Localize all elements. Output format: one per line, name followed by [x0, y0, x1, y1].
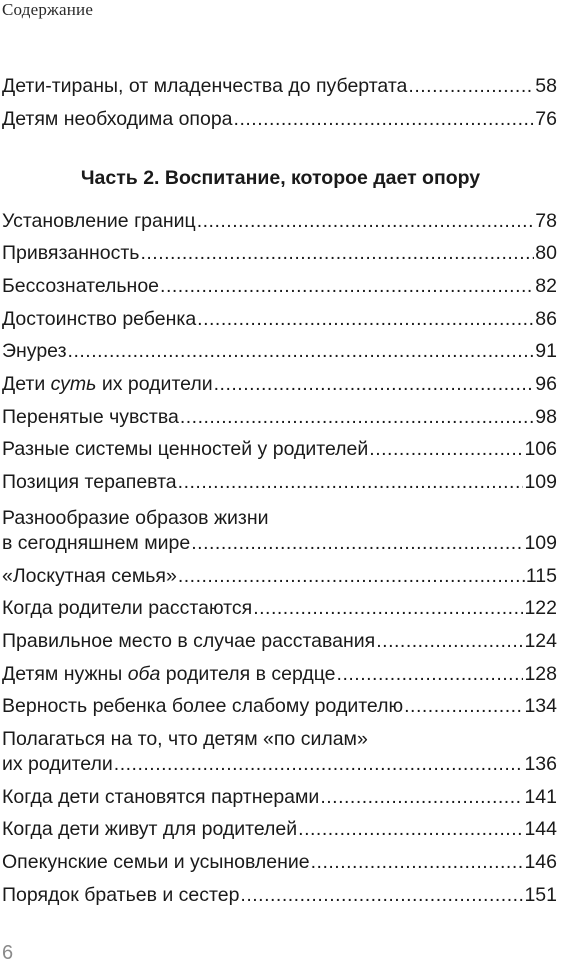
toc-entry[interactable] — [2, 850, 557, 874]
toc-entry[interactable] — [2, 274, 557, 298]
toc-entry[interactable] — [2, 662, 557, 686]
toc-entry[interactable] — [2, 470, 557, 494]
toc-entry-page: 136 — [524, 753, 557, 775]
toc-entry-title: Бессознательное — [2, 275, 160, 297]
toc-entry-title: Установление границ — [2, 210, 196, 232]
dot-leader — [404, 694, 523, 718]
toc-entry-page: 91 — [535, 340, 557, 362]
toc-entry-page: 82 — [535, 275, 557, 297]
toc-entry-title — [2, 662, 336, 686]
dot-leader — [311, 850, 524, 874]
dot-leader — [376, 629, 523, 653]
toc-entry-title: Перенятые чувства — [2, 406, 179, 428]
toc-entry[interactable] — [2, 596, 557, 620]
toc-entry-title: Разные системы ценностей у родителей — [2, 438, 369, 460]
toc-entry[interactable] — [2, 209, 557, 233]
toc-entry[interactable] — [2, 752, 557, 776]
toc-entry-title: Опекунские семьи и усыновление — [2, 851, 310, 873]
dot-leader — [197, 307, 534, 331]
dot-leader — [320, 785, 523, 809]
dot-leader — [240, 883, 523, 907]
dot-leader — [197, 209, 535, 233]
toc-entry-page: 115 — [525, 565, 557, 587]
toc-entry-page: 98 — [535, 406, 557, 428]
running-header: Содержание — [2, 0, 94, 19]
toc-entry-page: 76 — [535, 108, 557, 130]
dot-leader — [160, 274, 534, 298]
dot-leader — [178, 564, 525, 588]
toc-entry[interactable] — [2, 694, 557, 718]
toc-entry-page: 78 — [535, 210, 557, 232]
toc-entry[interactable] — [2, 339, 557, 363]
toc-entry-page: 106 — [524, 438, 557, 460]
dot-leader — [408, 74, 534, 98]
toc-entry-title: Когда дети живут для родителей — [2, 818, 298, 840]
title-part: Детям нужны — [2, 663, 128, 685]
dot-leader — [298, 817, 523, 841]
toc-entry-title: Когда родители расстаются — [2, 597, 253, 619]
toc-entry-title: Правильное место в случае расставания — [2, 630, 376, 652]
dot-leader — [369, 437, 523, 461]
title-part: их родители — [96, 373, 213, 395]
toc-entry-title: Привязанность — [2, 242, 140, 264]
toc-entry[interactable] — [2, 564, 557, 588]
title-emphasis: оба — [127, 663, 161, 685]
toc-entry[interactable] — [2, 437, 557, 461]
toc-entry[interactable] — [2, 629, 557, 653]
toc-entry-title — [2, 372, 213, 396]
toc-entry-title: Порядок братьев и сестер — [2, 884, 240, 906]
toc-entry-title: их родители — [2, 753, 113, 775]
toc-entry-title: Когда дети становятся партнерами — [2, 786, 320, 808]
dot-leader — [180, 405, 534, 429]
toc-entry-title: Энурез — [2, 340, 67, 362]
dot-leader — [114, 752, 524, 776]
toc-entry[interactable] — [2, 531, 557, 555]
dot-leader — [178, 470, 524, 494]
page-number: 6 — [2, 942, 14, 964]
toc-entry[interactable] — [2, 307, 557, 331]
dot-leader — [191, 531, 523, 555]
toc-entry-title-line1[interactable]: Разнообразие образов жизни — [2, 507, 269, 529]
toc-entry[interactable] — [2, 785, 557, 809]
dot-leader — [234, 107, 535, 131]
title-part: Дети — [2, 373, 51, 395]
part-heading: Часть 2. Воспитание, которое дает опору — [80, 167, 481, 189]
title-emphasis: суть — [50, 373, 97, 395]
toc-entry-page: 109 — [524, 532, 557, 554]
dot-leader — [337, 662, 524, 686]
toc-entry-page: 96 — [535, 373, 557, 395]
toc-entry-page: 151 — [524, 884, 557, 906]
toc-entry-title: Позиция терапевта — [2, 471, 177, 493]
toc-entry[interactable] — [2, 372, 557, 396]
toc-entry-page: 122 — [524, 597, 557, 619]
toc-entry-page: 134 — [524, 695, 557, 717]
toc-entry-title: Детям необходима опора — [2, 108, 233, 130]
toc-entry-page: 86 — [535, 308, 557, 330]
toc-entry[interactable] — [2, 405, 557, 429]
dot-leader — [140, 241, 534, 265]
toc-entry[interactable] — [2, 74, 557, 98]
toc-entry-title: Верность ребенка более слабому родителю — [2, 695, 404, 717]
toc-entry-title: Дети-тираны, от младенчества до пубертата — [2, 75, 408, 97]
toc-entry-title: «Лоскутная семья» — [2, 565, 177, 587]
toc-entry-page: 80 — [535, 242, 557, 264]
toc-entry-page: 128 — [524, 663, 557, 685]
toc-entry-page: 109 — [524, 471, 557, 493]
dot-leader — [214, 372, 535, 396]
dot-leader — [253, 596, 523, 620]
toc-entry-page: 124 — [524, 630, 557, 652]
toc-entry[interactable] — [2, 817, 557, 841]
toc-entry-page: 58 — [535, 75, 557, 97]
dot-leader — [68, 339, 535, 363]
toc-entry-title: в сегодняшнем мире — [2, 532, 191, 554]
toc-entry-title: Достоинство ребенка — [2, 308, 197, 330]
toc-entry[interactable] — [2, 241, 557, 265]
toc-entry[interactable] — [2, 107, 557, 131]
title-part: родителя в сердце — [160, 663, 336, 685]
toc-entry-page: 146 — [524, 851, 557, 873]
toc-entry-page: 144 — [524, 818, 557, 840]
toc-entry-title-line1[interactable]: Полагаться на то, что детям «по силам» — [2, 728, 368, 750]
toc-entry-page: 141 — [524, 786, 557, 808]
toc-entry[interactable] — [2, 883, 557, 907]
